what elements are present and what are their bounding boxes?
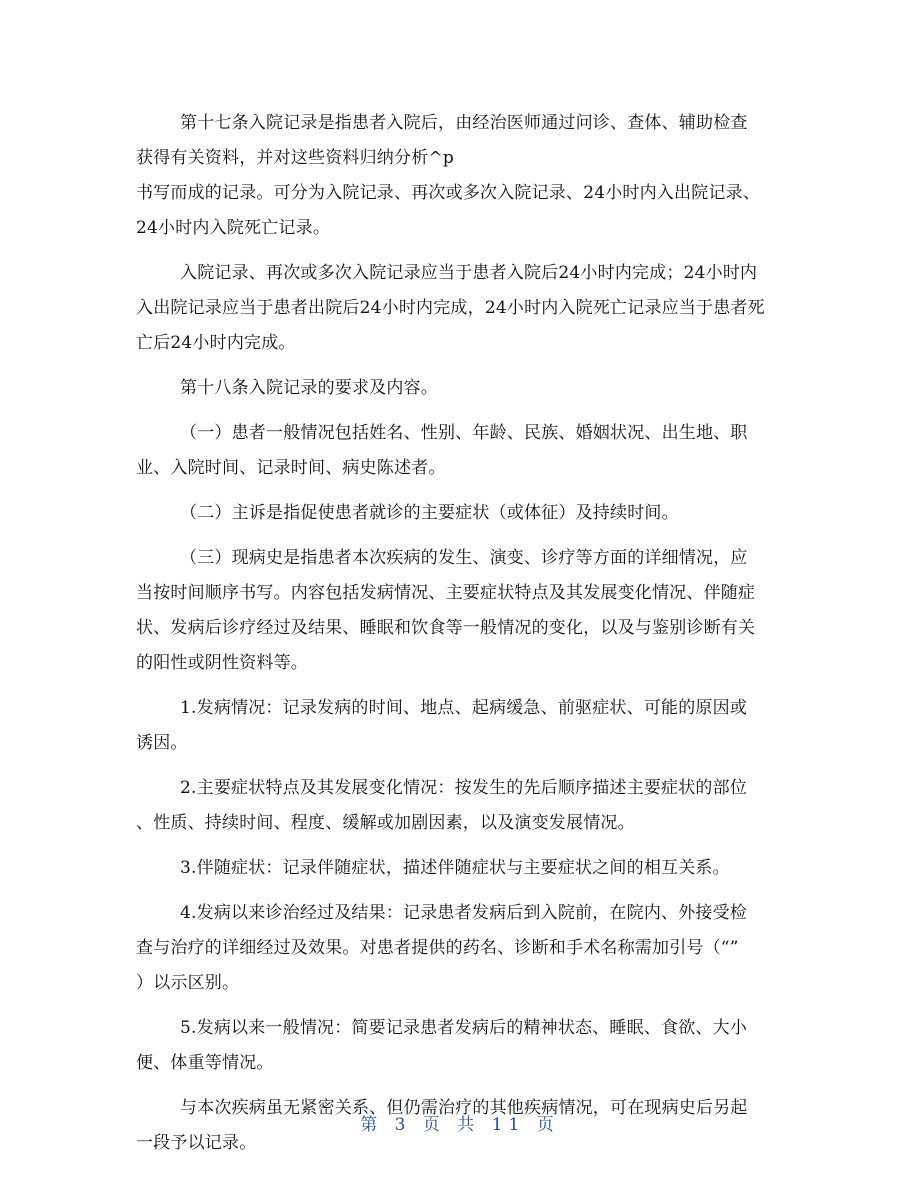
- paragraph-item-3: [136, 541, 784, 681]
- text-line: 与本次疾病虽无紧密关系、但仍需治疗的其他疾病情况，可在现病史后另起: [180, 1098, 748, 1118]
- paragraph-article-18: [136, 371, 784, 406]
- paragraph-item-2: [136, 496, 784, 531]
- text-line: 一段予以记录。: [136, 1133, 257, 1153]
- text-line: 入院记录、再次或多次入院记录应当于患者入院后24小时内完成；24小时内: [180, 263, 758, 283]
- text-line: 24小时内入院死亡记录。: [136, 218, 331, 238]
- paragraph-deadlines: [136, 256, 784, 361]
- text-line: 的阳性或阴性资料等。: [136, 653, 308, 673]
- paragraph-article-17: [136, 106, 784, 246]
- text-line: 4.发病以来诊治经过及结果：记录患者发病后到入院前，在院内、外接受检: [180, 903, 748, 923]
- text-line: 获得有关资料，并对这些资料归纳分析^p: [136, 148, 454, 168]
- paragraph-subitem-3: [136, 851, 784, 886]
- paragraph-item-1: [136, 416, 784, 486]
- page-number-footer: 第 3 页 共 11 页: [360, 1115, 560, 1135]
- text-line: 1.发病情况：记录发病的时间、地点、起病缓急、前驱症状、可能的原因或: [180, 698, 748, 718]
- text-line: 第十七条入院记录是指患者入院后，由经治医师通过问诊、查体、辅助检查: [180, 113, 748, 133]
- paragraph-subitem-5: [136, 1011, 784, 1081]
- text-line: 书写而成的记录。可分为入院记录、再次或多次入院记录、24小时内入出院记录、: [136, 183, 761, 203]
- text-line: 第十八条入院记录的要求及内容。: [180, 378, 438, 398]
- text-line: 亡后24小时内完成。: [136, 333, 296, 353]
- text-line: 当按时间顺序书写。内容包括发病情况、主要症状特点及其发展变化情况、伴随症: [136, 583, 756, 603]
- text-line: 诱因。: [136, 733, 188, 753]
- text-line: （一）患者一般情况包括姓名、性别、年龄、民族、婚姻状况、出生地、职: [180, 423, 748, 443]
- text-line: （二）主诉是指促使患者就诊的主要症状（或体征）及持续时间。: [180, 503, 679, 523]
- text-line: 查与治疗的详细经过及效果。对患者提供的药名、诊断和手术名称需加引号（“”: [136, 938, 739, 958]
- text-line: 入出院记录应当于患者出院后24小时内完成，24小时内入院死亡记录应当于患者死: [136, 298, 765, 318]
- document-body: [136, 106, 784, 1161]
- text-line: 、性质、持续时间、程度、缓解或加剧因素，以及演变发展情况。: [136, 813, 635, 833]
- paragraph-subitem-2: [136, 771, 784, 841]
- paragraph-subitem-1: [136, 691, 784, 761]
- text-line: 2.主要症状特点及其发展变化情况：按发生的先后顺序描述主要症状的部位: [180, 778, 748, 798]
- paragraph-subitem-4: [136, 896, 784, 1001]
- text-line: 业、入院时间、记录时间、病史陈述者。: [136, 458, 446, 478]
- text-line: 状、发病后诊疗经过及结果、睡眠和饮食等一般情况的变化，以及与鉴别诊断有关: [136, 618, 756, 638]
- text-line: （三）现病史是指患者本次疾病的发生、演变、诊疗等方面的详细情况，应: [180, 548, 748, 568]
- text-line: 3.伴随症状：记录伴随症状，描述伴随症状与主要症状之间的相互关系。: [180, 858, 730, 878]
- text-line: ）以示区别。: [136, 973, 240, 993]
- text-line: 5.发病以来一般情况：简要记录患者发病后的精神状态、睡眠、食欲、大小: [180, 1018, 748, 1038]
- text-line: 便、体重等情况。: [136, 1053, 274, 1073]
